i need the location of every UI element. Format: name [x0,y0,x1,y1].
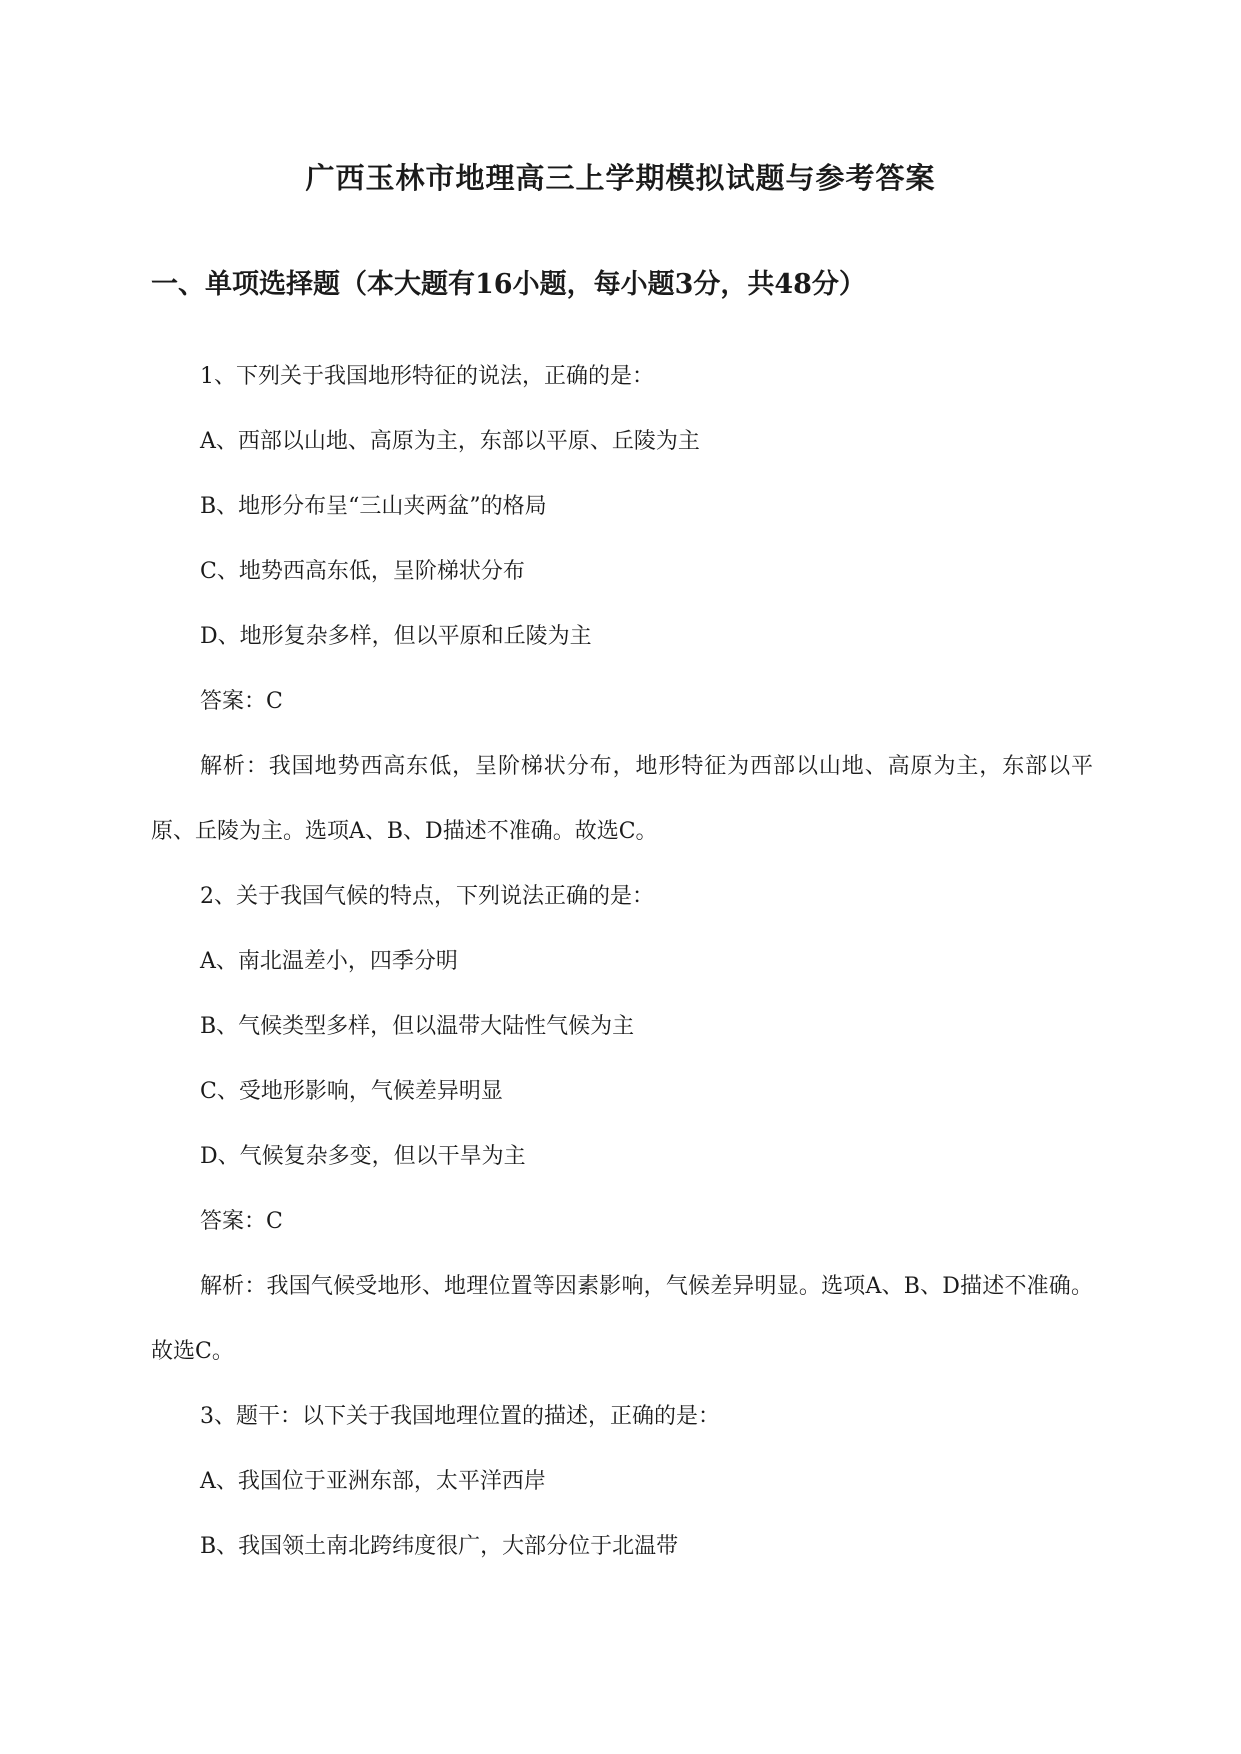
section-heading: 一、单项选择题（本大题有16小题，每小题3分，共48分） [151,269,866,300]
question-2-option-b: B、气候类型多样，但以温带大陆性气候为主 [200,1014,635,1039]
question-2-option-a: A、南北温差小，四季分明 [200,949,458,974]
question-2-option-c: C、受地形影响，气候差异明显 [200,1079,503,1104]
question-2-answer: 答案：C [200,1209,283,1234]
question-1-option-d: D、地形复杂多样，但以平原和丘陵为主 [200,624,592,649]
document-title: 广西玉林市地理高三上学期模拟试题与参考答案 [305,161,936,195]
question-3-stem: 3、题干：以下关于我国地理位置的描述，正确的是： [200,1404,720,1429]
question-3-option-b: B、我国领土南北跨纬度很广，大部分位于北温带 [200,1534,679,1559]
question-1-option-b: B、地形分布呈“三山夹两盆”的格局 [200,494,547,519]
question-1-option-a: A、西部以山地、高原为主，东部以平原、丘陵为主 [200,429,700,454]
question-2-option-d: D、气候复杂多变，但以干旱为主 [200,1144,526,1169]
question-1-option-c: C、地势西高东低，呈阶梯状分布 [200,559,525,584]
question-1-answer: 答案：C [200,689,283,714]
question-3-option-a: A、我国位于亚洲东部，太平洋西岸 [200,1469,546,1494]
question-1-analysis: 解析：我国地势西高东低，呈阶梯状分布，地形特征为西部以山地、高原为主，东部以平原、丘陵为主。选项A、B、D描述不准确。故选C。 [151,754,1093,844]
question-1-stem: 1、下列关于我国地形特征的说法，正确的是： [200,364,654,389]
question-2-analysis: 解析：我国气候受地形、地理位置等因素影响，气候差异明显。选项A、B、D描述不准确。故选C。 [151,1274,1093,1364]
document-body [151,344,1093,1579]
question-2-stem: 2、关于我国气候的特点，下列说法正确的是： [200,884,654,909]
